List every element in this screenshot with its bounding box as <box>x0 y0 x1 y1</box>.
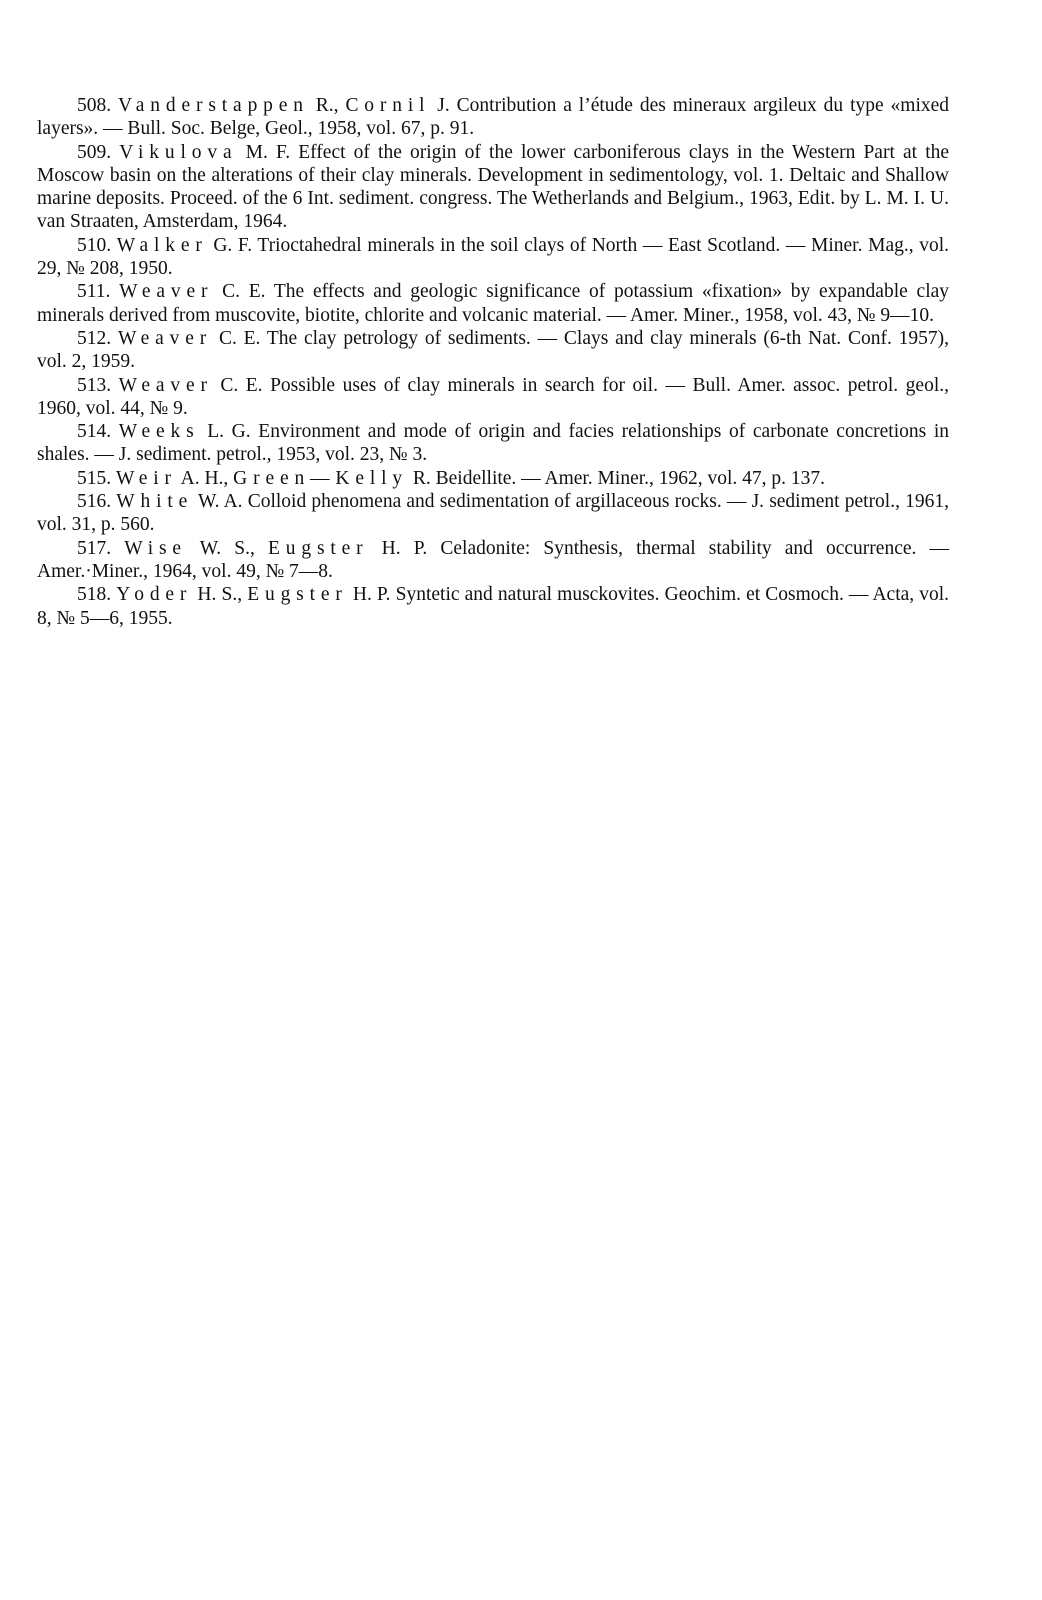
reference-entry <box>37 327 949 374</box>
reference-entry <box>37 234 949 281</box>
author-initials: H. S. <box>197 584 238 606</box>
reference-entry <box>37 420 949 467</box>
reference-number: 512. <box>77 327 112 349</box>
author-initials: G. F. <box>213 234 253 256</box>
reference-text: Colloid phenomena and sedimentation of argillaceous rocks. — J. sediment petrol., 1961, vol. 31, p. 560. <box>37 491 950 536</box>
author-separator: , <box>250 537 268 559</box>
reference-text: Effect of the origin of the lower carboniferous clays in the Western Part at the Moscow basin on the alterations of their clay minerals. Development in sedimentology, vol. 1. Deltaic and Shallow marine deposits. Proceed. of the 6 Int. sediment. congress. The Wetherlands and Belgium., 1963, Edit. by L. M. I. U. van Straaten, Amsterdam, 1964. <box>37 141 950 233</box>
author-separator: , <box>333 95 346 116</box>
author-separator: , <box>237 584 248 606</box>
author-name: Walker <box>116 234 208 256</box>
author-name: Yoder <box>116 584 193 606</box>
author-name: Eugster <box>247 584 348 606</box>
author-name: Weaver <box>118 374 213 396</box>
author-initials: M. F. <box>245 141 291 163</box>
author-separator: , <box>223 467 234 489</box>
author-name: Weeks <box>118 421 200 443</box>
author-initials: A. H. <box>180 467 224 489</box>
reference-entry <box>37 374 949 421</box>
reference-text: Beidellite. — Amer. Miner., 1962, vol. 47, p. 137. <box>435 467 826 489</box>
reference-text: The clay petrology of sediments. — Clays and clay minerals (6-th Nat. Conf. 1957), vol. 2, 1959. <box>37 327 950 373</box>
author-initials: C. E. <box>218 327 261 349</box>
reference-entry <box>37 94 949 141</box>
reference-entry <box>37 583 949 630</box>
reference-text: Contribution a l’étude des mineraux argileux du type «mixed layers». — Bull. Soc. Belge, Geol., 1958, vol. 67, p. 91. <box>37 95 950 140</box>
author-name: Eugster <box>268 537 369 559</box>
reference-entry <box>37 280 949 327</box>
author-initials: C. E. <box>220 374 263 396</box>
author-name: Wise <box>124 537 187 559</box>
author-name: Weir <box>116 467 177 489</box>
reference-text: Celadonite: Synthesis, thermal stability and occurrence. — Amer.·Miner., 1964, vol. 49, № 7—8. <box>37 537 949 582</box>
reference-text: Trioctahedral minerals in the soil clays of North — East Scotland. — Miner. Mag., vol. 29, № 208, 1950. <box>37 234 950 280</box>
reference-number: 509. <box>77 141 112 163</box>
reference-number: 517. <box>77 537 112 559</box>
reference-text: The effects and geologic significance of potassium «fixation» by expandable clay minerals derived from muscovite, biotite, chlorite and volcanic material. — Amer. Miner., 1958, vol. 43, № 9—10. <box>37 281 950 326</box>
reference-entry <box>37 141 949 234</box>
author-initials: C. E. <box>222 281 266 303</box>
author-initials: H. P. <box>381 537 428 559</box>
author-initials: W. A. <box>198 491 243 513</box>
reference-number: 516. <box>77 491 112 513</box>
reference-text: Possible uses of clay minerals in search for oil. — Bull. Amer. assoc. petrol. geol., 1960, vol. 44, № 9. <box>37 374 949 419</box>
author-name: White <box>116 491 194 513</box>
author-initials: L. G. <box>207 421 251 443</box>
reference-number: 515. <box>77 467 112 489</box>
reference-text: Syntetic and natural musckovites. Geochim. et Cosmoch. — Acta, vol. 8, № 5—6, 1955. <box>37 584 950 629</box>
reference-number: 508. <box>77 95 112 116</box>
author-initials: H. P. <box>352 584 391 606</box>
author-name: Cornil <box>345 95 431 116</box>
reference-entry <box>37 490 949 537</box>
reference-number: 510. <box>77 234 112 256</box>
author-initials: R. <box>412 467 431 489</box>
reference-list <box>37 94 949 630</box>
author-name: Green—Kelly <box>233 467 408 489</box>
reference-text: Environment and mode of origin and facies relationships of carbonate concretions in shales. — J. sediment. petrol., 1953, vol. 23, № 3. <box>37 421 950 466</box>
author-name: Weaver <box>119 281 214 303</box>
author-name: Vikulova <box>119 141 238 163</box>
author-initials: J. <box>437 95 450 116</box>
author-initials: W. S. <box>199 537 251 559</box>
author-name: Weaver <box>117 327 213 349</box>
author-name: Vanderstappen <box>118 95 309 116</box>
reference-number: 518. <box>77 584 112 606</box>
reference-entry <box>37 537 949 584</box>
reference-number: 513. <box>77 374 112 396</box>
reference-entry <box>37 467 949 490</box>
author-initials: R. <box>315 95 334 116</box>
reference-number: 511. <box>77 281 111 303</box>
reference-number: 514. <box>77 421 112 443</box>
